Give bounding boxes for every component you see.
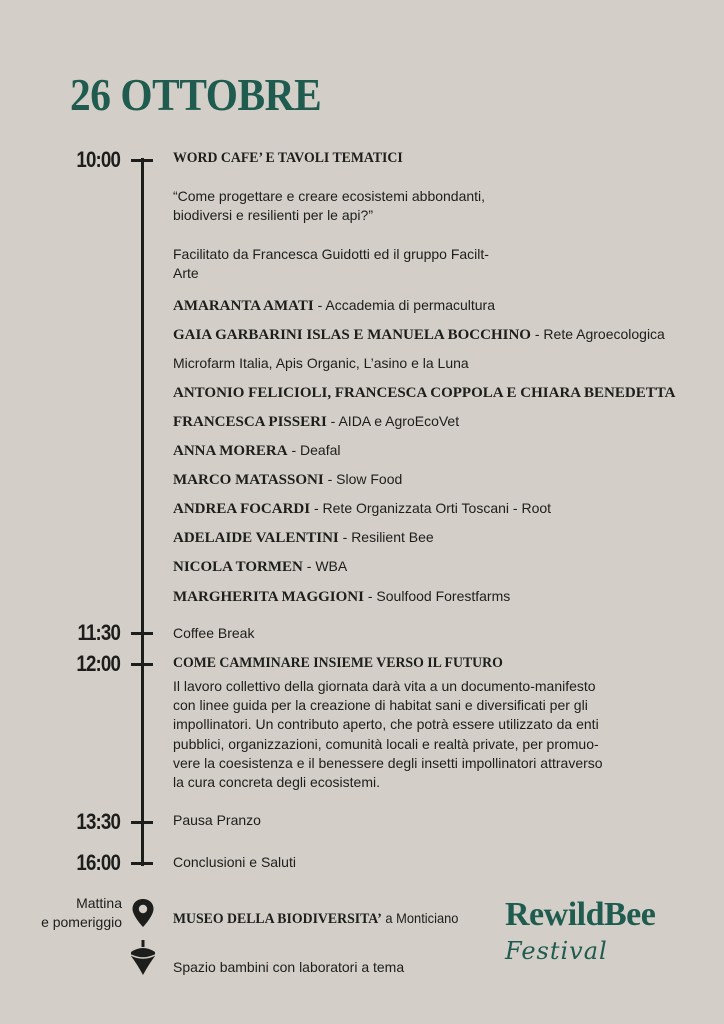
speaker-name: AMARANTA AMATI	[173, 298, 314, 314]
speaker-row	[173, 297, 495, 315]
speaker-row	[173, 529, 434, 547]
speaker-name: ANDREA FOCARDI	[173, 501, 311, 517]
spinning-top-icon	[128, 940, 158, 976]
question-line: biodiversi e resilienti per le api?”	[173, 207, 373, 223]
venue-row	[173, 910, 458, 928]
timeline-tick	[131, 663, 153, 666]
speaker-name: ANNA MORERA	[173, 443, 288, 459]
festival-logo-sub: Festival	[505, 937, 608, 965]
time-label: 12:00	[76, 651, 120, 676]
speaker-org: - Soulfood Forestfarms	[363, 588, 511, 604]
description-line: impollinatori. Un contributo aperto, che potrà essere utilizzato da enti	[173, 716, 599, 733]
time-label: 13:30	[76, 809, 120, 834]
session-question	[173, 187, 485, 225]
speaker-name: MARGHERITA MAGGIONI	[173, 589, 364, 605]
description-line: vere la coesistenza e il benessere degli insetti impollinatori attraverso	[173, 754, 603, 771]
speaker-org: - Deafal	[287, 442, 341, 458]
kids-space-label: Spazio bambini con laboratori a tema	[173, 959, 405, 975]
facilitator-line: Facilitato da Francesca Guidotti ed il gruppo Facilt-	[173, 246, 489, 262]
speaker-name: GAIA GARBARINI ISLAS E MANUELA BOCCHINO	[173, 327, 531, 343]
description-line: la cura concreta degli ecosistemi.	[173, 774, 380, 791]
timeline-tick	[131, 632, 153, 635]
session-title: WORD CAFE’ E TAVOLI TEMATICI	[173, 150, 403, 166]
venue-place: a Monticiano	[381, 910, 459, 926]
time-label: 10:00	[76, 147, 120, 172]
speaker-row	[173, 500, 551, 518]
description-line: pubblici, organizzazioni, comunità locali e realtà private, per promuo-	[173, 735, 599, 752]
venue-name: MUSEO DELLA BIODIVERSITA’	[173, 911, 382, 927]
facilitator-text	[173, 245, 489, 283]
timeline-tick	[131, 862, 153, 865]
lunch-label: Pausa Pranzo	[173, 812, 261, 828]
speaker-name: FRANCESCA PISSERI	[173, 414, 327, 430]
speaker-row	[173, 471, 402, 489]
speaker-name: ANTONIO FELICIOLI, FRANCESCA COPPOLA E CHIARA BENEDETTA	[173, 385, 676, 401]
speaker-row	[173, 413, 459, 431]
speaker-row	[173, 384, 675, 402]
speaker-row	[173, 588, 510, 606]
page-title: 26 OTTOBRE	[70, 69, 322, 120]
description-line: con linee guida per la creazione di habitat sani e diversificati per gli	[173, 697, 588, 714]
question-line: “Come progettare e creare ecosistemi abbondanti,	[173, 188, 486, 204]
festival-logo-name: RewildBee	[505, 896, 656, 933]
timeline-line	[141, 158, 144, 866]
timeline-tick	[131, 159, 153, 162]
speaker-row	[173, 442, 341, 460]
when-line: e pomeriggio	[41, 914, 122, 930]
facilitator-line: Arte	[173, 265, 199, 281]
speaker-org: - AIDA e AgroEcoVet	[326, 413, 460, 429]
time-label: 16:00	[76, 850, 120, 875]
speaker-org: - Accademia di permacultura	[313, 297, 496, 313]
speaker-org: - Slow Food	[323, 471, 403, 487]
venue-when	[26, 894, 122, 932]
speaker-org: - Rete Organizzata Orti Toscani - Root	[310, 500, 552, 516]
map-pin-icon	[131, 898, 155, 928]
session-description	[173, 677, 653, 792]
speaker-name: NICOLA TORMEN	[173, 559, 303, 575]
speaker-row	[173, 558, 347, 576]
speaker-name: ADELAIDE VALENTINI	[173, 530, 339, 546]
closing-label: Conclusioni e Saluti	[173, 854, 296, 870]
when-line: Mattina	[76, 895, 122, 911]
time-label: 11:30	[77, 620, 120, 645]
speaker-row	[173, 355, 469, 373]
speaker-org: - Resilient Bee	[338, 529, 434, 545]
speaker-org: - Rete Agroecologica	[530, 326, 665, 342]
speaker-name: MARCO MATASSONI	[173, 472, 324, 488]
timeline-tick	[131, 821, 153, 824]
coffee-break-label: Coffee Break	[173, 625, 255, 641]
description-line: Il lavoro collettivo della giornata darà vita a un documento-manifesto	[173, 678, 596, 694]
session-title: COME CAMMINARE INSIEME VERSO IL FUTURO	[173, 655, 503, 671]
speaker-org: Microfarm Italia, Apis Organic, L’asino e la Luna	[173, 355, 469, 371]
speaker-org: - WBA	[302, 558, 348, 574]
speaker-row	[173, 326, 665, 344]
